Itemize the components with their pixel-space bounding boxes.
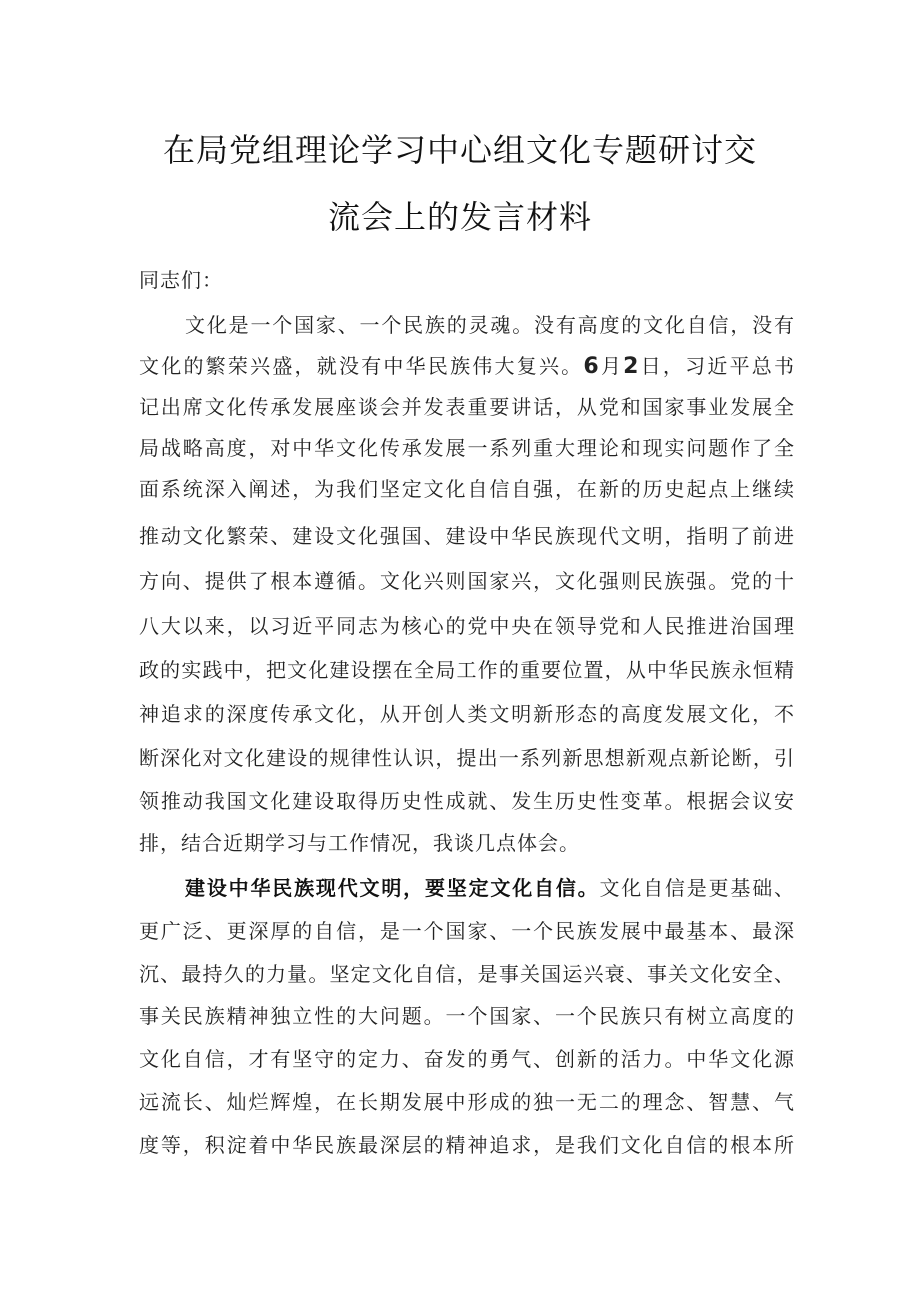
paragraph-1-line: 排，结合近期学习与工作情况，我谈几点体会。 xyxy=(139,831,580,855)
document-title-line-1: 在局党组理论学习中心组文化专题研讨交 xyxy=(162,131,757,169)
paragraph-2-line: 沉、最持久的力量。坚定文化自信，是事关国运兴衰、事关文化安全、 xyxy=(139,962,794,986)
paragraph-1-text: 月 xyxy=(598,354,624,378)
paragraph-1-line: 领推动我国文化建设取得历史性成就、发生历史性变革。根据会议安 xyxy=(139,789,794,813)
paragraph-1-line: 文化是一个国家、一个民族的灵魂。没有高度的文化自信，没有 xyxy=(185,313,794,337)
paragraph-1-text: 日，习近平总书 xyxy=(638,354,795,378)
paragraph-1-line: 推动文化繁荣、建设文化强国、建设中华民族现代文明，指明了前进 xyxy=(139,524,794,548)
paragraph-1-line xyxy=(139,352,794,381)
paragraph-2-heading: 建设中华民族现代文明，要坚定文化自信。 xyxy=(185,876,600,900)
paragraph-1-line: 神追求的深度传承文化，从开创人类文明新形态的高度发展文化，不 xyxy=(139,702,794,726)
paragraph-1-line: 八大以来，以习近平同志为核心的党中央在领导党和人民推进治国理 xyxy=(139,614,794,638)
paragraph-2-line: 事关民族精神独立性的大问题。一个国家、一个民族只有树立高度的 xyxy=(139,1004,794,1028)
paragraph-2-line xyxy=(185,874,794,902)
paragraph-1-line: 面系统深入阐述，为我们坚定文化自信自强，在新的历史起点上继续 xyxy=(139,477,794,501)
paragraph-2-line: 度等，积淀着中华民族最深层的精神追求，是我们文化自信的根本所 xyxy=(139,1133,794,1157)
paragraph-1-line: 方向、提供了根本遵循。文化兴则国家兴，文化强则民族强。党的十 xyxy=(139,569,794,593)
paragraph-1-text: 文化的繁荣兴盛，就没有中华民族伟大复兴。 xyxy=(139,354,584,378)
paragraph-1-line: 政的实践中，把文化建设摆在全局工作的重要位置，从中华民族永恒精 xyxy=(139,658,794,682)
document-title-line-2: 流会上的发言材料 xyxy=(327,198,592,236)
paragraph-2-line: 文化自信，才有坚守的定力、奋发的勇气、创新的活力。中华文化源 xyxy=(139,1047,794,1071)
date-month-number: 6 xyxy=(583,354,599,379)
paragraph-2-text: 文化自信是更基础、 xyxy=(599,876,795,900)
salutation: 同志们： xyxy=(139,268,223,292)
paragraph-2-line: 更广泛、更深厚的自信，是一个国家、一个民族发展中最基本、最深 xyxy=(139,919,794,943)
paragraph-2-line: 远流长、灿烂辉煌，在长期发展中形成的独一无二的理念、智慧、气 xyxy=(139,1090,794,1114)
paragraph-1-line: 记出席文化传承发展座谈会并发表重要讲话，从党和国家事业发展全 xyxy=(139,395,794,419)
paragraph-1-line: 断深化对文化建设的规律性认识，提出一系列新思想新观点新论断，引 xyxy=(139,746,794,770)
paragraph-1-line: 局战略高度，对中华文化传承发展一系列重大理论和现实问题作了全 xyxy=(139,436,794,460)
date-day-number: 2 xyxy=(623,354,639,379)
